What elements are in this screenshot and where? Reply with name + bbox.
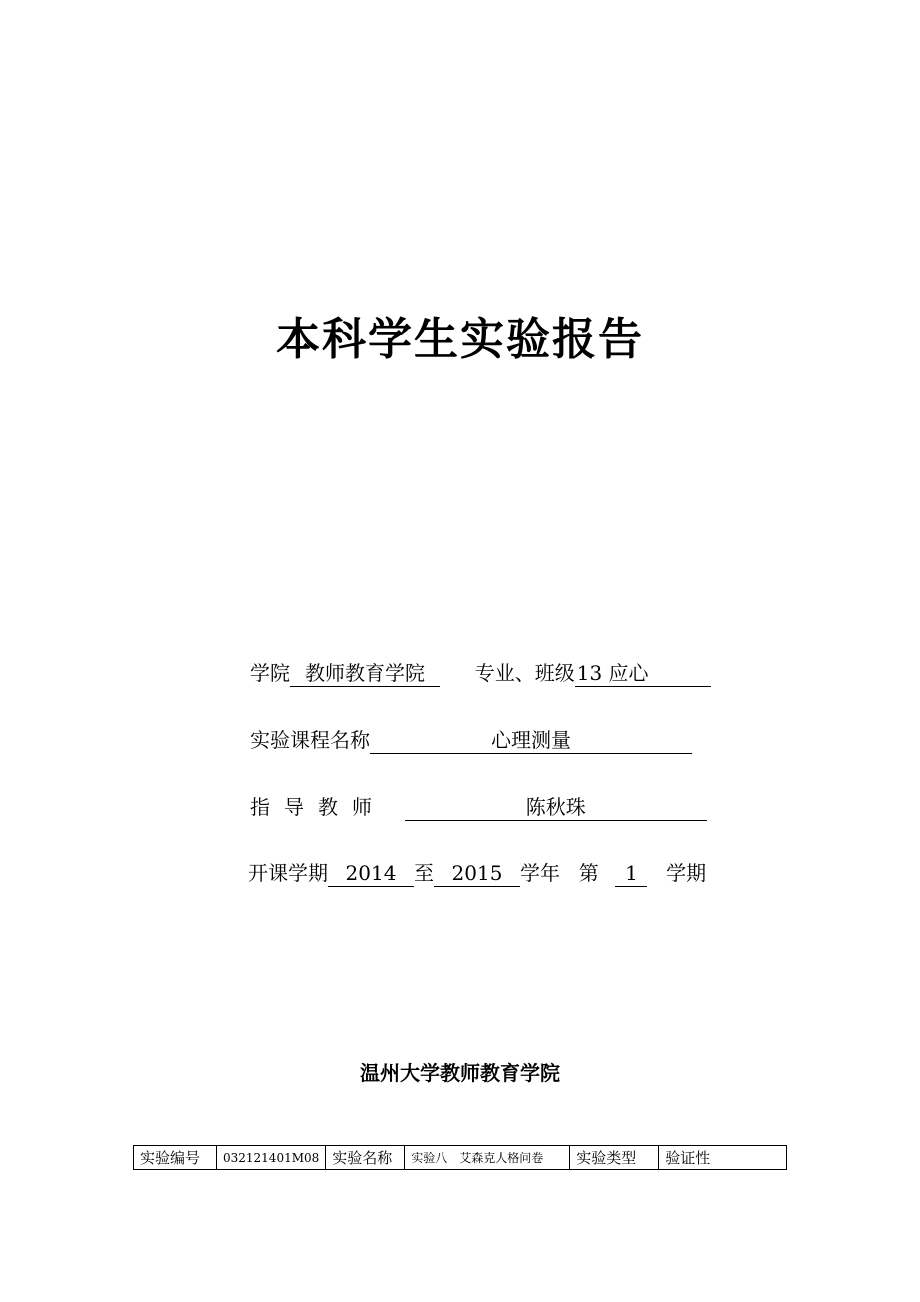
ordinal-word: 第 — [578, 861, 599, 885]
term-line — [248, 859, 706, 887]
teacher-value: 陈秋珠 — [405, 795, 707, 821]
experiment-type-value: 验证性 — [659, 1146, 787, 1170]
college-major-line — [250, 659, 711, 687]
course-label: 实验课程名称 — [250, 728, 370, 752]
teacher-label-1: 指 — [250, 795, 270, 819]
term-suffix: 学期 — [666, 861, 707, 885]
report-title: 本科学生实验报告 — [276, 314, 644, 365]
teacher-label-3: 教 — [318, 795, 338, 819]
term-number: 1 — [615, 861, 647, 887]
college-label: 学院 — [250, 661, 290, 685]
table-row — [134, 1146, 787, 1170]
experiment-info-table — [133, 1145, 787, 1170]
college-value: 教师教育学院 — [290, 661, 440, 687]
major-value: 13 应心 — [575, 661, 711, 687]
major-label: 专业、班级 — [474, 661, 575, 685]
teacher-label-4: 师 — [352, 795, 372, 819]
experiment-id-value: 032121401M08 — [217, 1146, 326, 1170]
course-line — [250, 726, 692, 754]
experiment-name-value: 实验八 艾森克人格问卷 — [405, 1146, 570, 1170]
experiment-name-label: 实验名称 — [326, 1146, 405, 1170]
course-value: 心理测量 — [370, 728, 692, 754]
year-start: 2014 — [328, 861, 414, 887]
teacher-line — [250, 793, 707, 821]
institution-name: 温州大学教师教育学院 — [360, 1061, 560, 1085]
school-year-word: 学年 — [520, 861, 560, 885]
experiment-type-label: 实验类型 — [570, 1146, 659, 1170]
experiment-id-label: 实验编号 — [134, 1146, 217, 1170]
teacher-label-2: 导 — [284, 795, 304, 819]
term-label: 开课学期 — [248, 861, 328, 885]
year-end: 2015 — [434, 861, 520, 887]
to-word: 至 — [414, 861, 434, 885]
